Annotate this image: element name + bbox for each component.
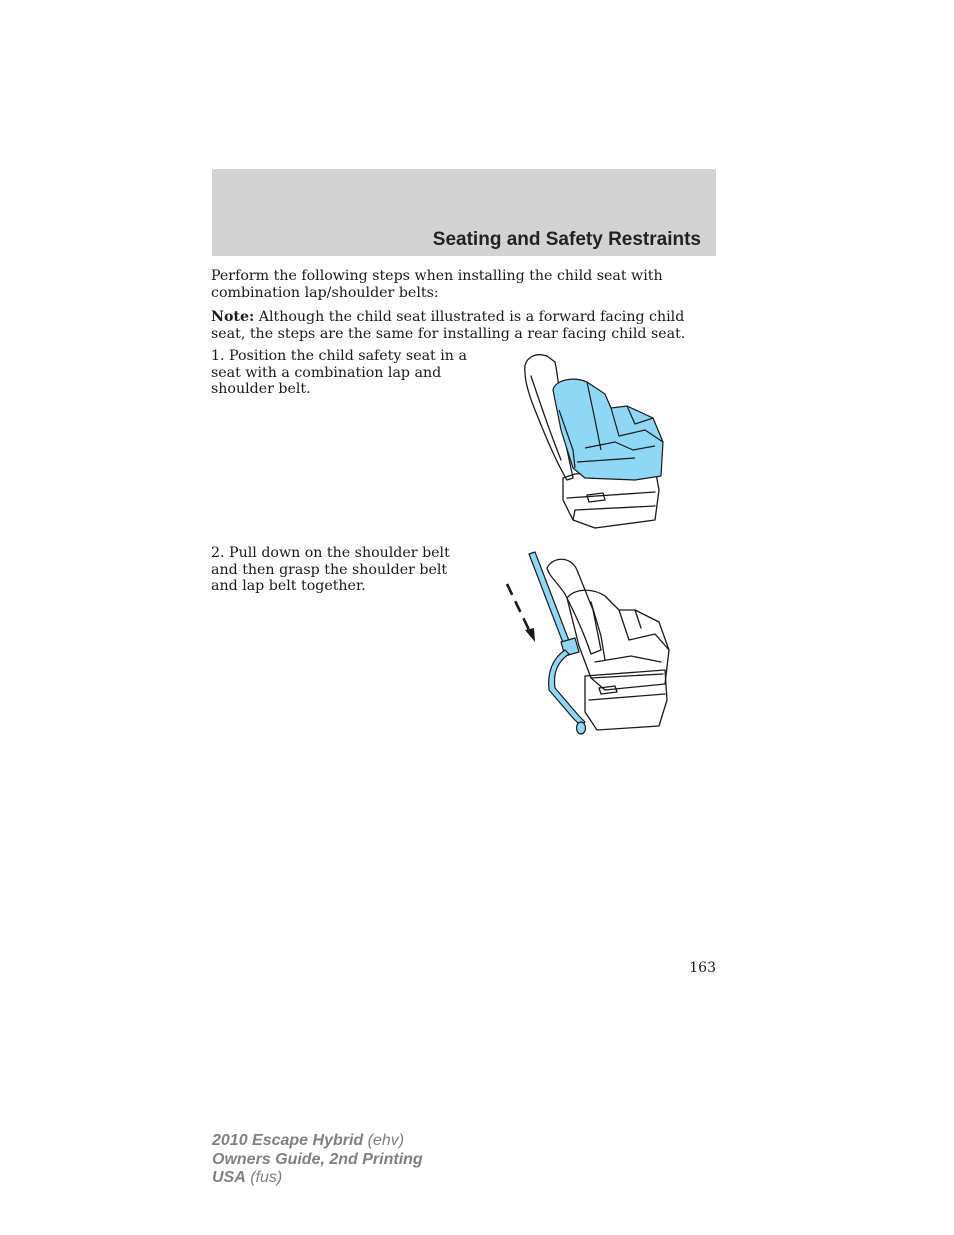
- note-label: Note:: [211, 309, 255, 325]
- footer-line-2: [212, 1151, 423, 1170]
- step-2-text: 2. Pull down on the shoulder belt and then grasp the shoulder belt and lap belt together.: [211, 545, 450, 594]
- child-seat-belt-illustration-2: [495, 550, 685, 740]
- note-text: Although the child seat illustrated is a forward facing child seat, the steps are the same for installing a rear facing child seat.: [211, 309, 686, 342]
- child-seat-illustration-1: [515, 350, 675, 532]
- footer-model: 2010 Escape Hybrid: [212, 1132, 364, 1149]
- page-number: 163: [689, 960, 716, 976]
- footer-line-3: [212, 1169, 423, 1188]
- footer-market-code: (fus): [245, 1169, 283, 1186]
- step-1-text: 1. Position the child safety seat in a seat with a combination lap and shoulder belt.: [211, 348, 467, 397]
- document-footer: [212, 1132, 423, 1188]
- footer-model-code: (ehv): [363, 1132, 405, 1149]
- intro-paragraph: Perform the following steps when installing the child seat with combination lap/shoulder belts:: [211, 268, 663, 301]
- footer-market: USA: [212, 1169, 246, 1186]
- footer-line-1: [212, 1132, 423, 1151]
- section-title: Seating and Safety Restraints: [432, 229, 701, 250]
- section-header: [212, 169, 716, 256]
- note-paragraph: [211, 309, 721, 342]
- footer-edition: Owners Guide, 2nd Printing: [212, 1150, 423, 1168]
